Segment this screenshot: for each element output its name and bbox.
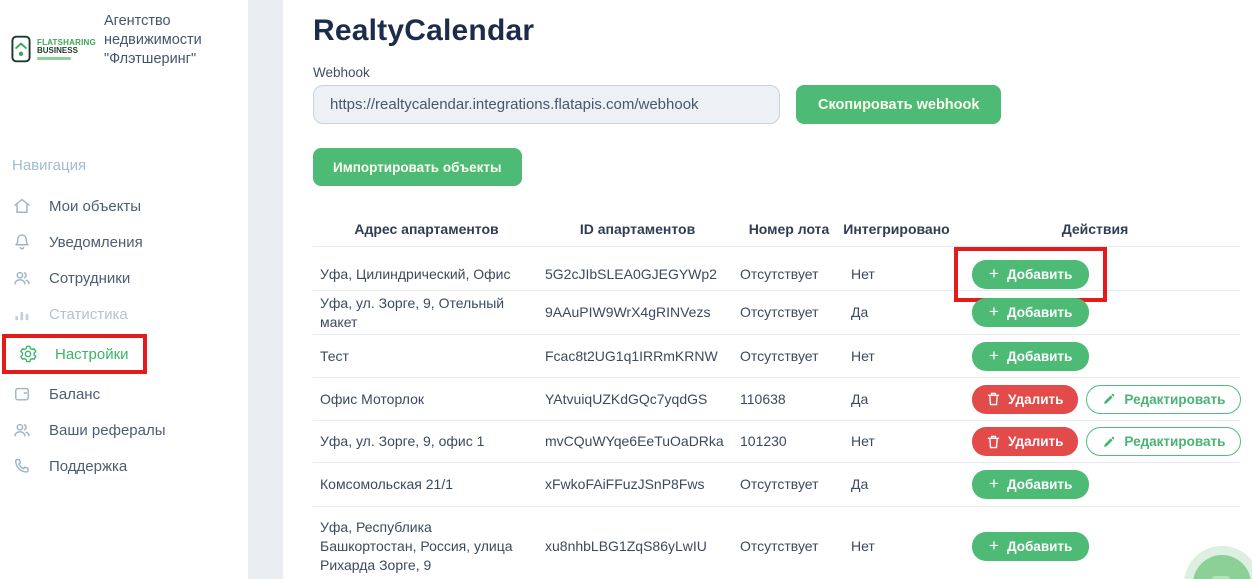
cell-address: Уфа, ул. Зорге, 9, офис 1 — [320, 433, 485, 449]
add-button[interactable]: + Добавить — [972, 342, 1089, 371]
sidebar-nav — [0, 188, 248, 484]
cell-address: Уфа, Республика Башкортостан, Россия, улица Рихарда Зорге, 9 — [320, 519, 513, 573]
bell-icon — [12, 232, 32, 252]
sidebar-item-settings[interactable] — [6, 339, 129, 369]
page-title: RealtyCalendar — [313, 14, 535, 47]
copy-webhook-button[interactable]: Скопировать webhook — [796, 85, 1001, 124]
cell-id: mvCQuWYqe6EeTuOaDRka — [545, 433, 724, 449]
users-icon — [12, 268, 32, 288]
table-row — [313, 420, 1240, 462]
sidebar-item-statistics[interactable] — [0, 296, 248, 332]
add-button[interactable]: + Добавить — [972, 260, 1089, 289]
plus-icon: + — [989, 345, 999, 365]
table-row — [313, 377, 1240, 420]
cell-lot: Отсутствует — [740, 476, 819, 492]
plus-icon: + — [989, 536, 999, 555]
cell-id: 5G2cJIbSLEA0GJEGYWp2 — [545, 266, 717, 282]
home-icon — [12, 196, 32, 216]
sidebar-item-label: Ваши рефералы — [49, 421, 166, 439]
wallet-icon — [12, 384, 32, 404]
main-content — [283, 0, 1252, 579]
sidebar-item-support[interactable] — [0, 448, 248, 484]
sidebar-item-label: Поддержка — [49, 457, 128, 475]
users-icon — [12, 420, 32, 440]
webhook-input[interactable] — [313, 85, 780, 124]
cell-id: Fcac8t2UG1q1IRRmKRNW — [545, 347, 718, 364]
cell-address: Комсомольская 21/1 — [320, 476, 454, 492]
col-header-actions: Действия — [1061, 221, 1129, 237]
sidebar — [0, 0, 248, 579]
add-button[interactable]: + Добавить — [972, 532, 1089, 561]
cell-integrated: Да — [851, 304, 869, 320]
col-header-address: Адрес апартаментов — [354, 221, 499, 237]
cell-lot: Отсутствует — [740, 266, 819, 282]
logo-title-top: FLATSHARING — [37, 37, 96, 47]
sidebar-item-label: Уведомления — [49, 233, 143, 251]
delete-button[interactable]: Удалить — [972, 385, 1078, 414]
phone-house-logo-icon — [8, 34, 34, 64]
table-header-row — [313, 212, 1240, 246]
nav-section-label: Навигация — [12, 157, 87, 174]
table-row — [313, 462, 1240, 506]
pencil-icon — [1102, 392, 1116, 406]
cell-integrated: Да — [851, 476, 869, 492]
add-button[interactable]: + Добавить — [972, 298, 1089, 327]
gear-icon — [18, 344, 38, 364]
agency-name: Агентство недвижимости "Флэтшеринг" — [103, 13, 202, 67]
plus-icon: + — [989, 264, 999, 283]
cell-address: Уфа, Цилиндрический, Офис — [320, 266, 511, 282]
cell-id: xFwkoFAiFFuzJSnP8Fws — [545, 476, 705, 492]
table-row — [313, 246, 1240, 290]
cell-integrated: Нет — [851, 433, 875, 449]
cell-id: xu8nhbLBG1ZqS86yLwIU — [545, 538, 707, 554]
table-row — [313, 506, 1240, 579]
sidebar-item-employees[interactable] — [0, 260, 248, 296]
chat-bubble-icon — [1209, 572, 1235, 579]
annotation-box-settings — [2, 334, 147, 374]
table-row — [313, 334, 1240, 377]
sidebar-item-notifications[interactable] — [0, 224, 248, 260]
cell-integrated: Да — [851, 390, 869, 407]
sidebar-item-label: Сотрудники — [49, 269, 131, 287]
cell-lot: 101230 — [740, 433, 787, 449]
cell-address: Тест — [320, 347, 349, 364]
sidebar-item-referrals[interactable] — [0, 412, 248, 448]
cell-address: Офис Моторлок — [320, 390, 425, 407]
col-header-integrated: Интегрировано — [843, 221, 950, 237]
sidebar-item-label: Баланс — [49, 385, 101, 403]
delete-button[interactable]: Удалить — [972, 427, 1078, 456]
plus-icon: + — [989, 474, 999, 493]
bar-chart-icon — [12, 304, 32, 324]
sidebar-gutter — [248, 0, 283, 579]
cell-integrated: Нет — [851, 538, 875, 554]
sidebar-item-label: Мои объекты — [49, 197, 142, 215]
logo-tagline-bar — [37, 57, 71, 60]
annotation-box-add-button — [954, 247, 1107, 302]
plus-icon: + — [989, 302, 999, 321]
cell-lot: 110638 — [740, 390, 786, 407]
sidebar-item-my-objects[interactable] — [0, 188, 248, 224]
phone-icon — [12, 456, 32, 476]
cell-lot: Отсутствует — [740, 347, 819, 364]
cell-id: 9AAuPIW9WrX4gRINVezs — [545, 304, 711, 320]
sidebar-item-label: Статистика — [49, 305, 128, 323]
edit-button[interactable]: Редактировать — [1086, 385, 1241, 414]
add-button[interactable]: + Добавить — [972, 470, 1089, 499]
cell-lot: Отсутствует — [740, 304, 819, 320]
cell-integrated: Нет — [851, 266, 875, 282]
col-header-id: ID апартаментов — [579, 221, 696, 237]
logo-block — [0, 0, 248, 69]
edit-button[interactable]: Редактировать — [1086, 427, 1241, 456]
trash-icon — [987, 392, 1000, 406]
logo-title-bottom: BUSINESS — [37, 45, 78, 55]
flatsharing-logo — [8, 34, 96, 64]
sidebar-item-label: Настройки — [55, 345, 129, 363]
cell-integrated: Нет — [851, 347, 875, 364]
pencil-icon — [1102, 435, 1116, 449]
cell-id: YAtvuiqUZKdGQc7yqdGS — [545, 390, 708, 407]
import-objects-button[interactable]: Импортировать объекты — [313, 148, 522, 186]
trash-icon — [987, 435, 1000, 449]
col-header-lot: Номер лота — [748, 221, 830, 237]
cell-address: Уфа, ул. Зорге, 9, Отельный макет — [320, 294, 505, 330]
sidebar-item-balance[interactable] — [0, 376, 248, 412]
apartments-table — [313, 212, 1240, 579]
webhook-label: Webhook — [313, 65, 370, 80]
cell-lot: Отсутствует — [740, 538, 819, 554]
